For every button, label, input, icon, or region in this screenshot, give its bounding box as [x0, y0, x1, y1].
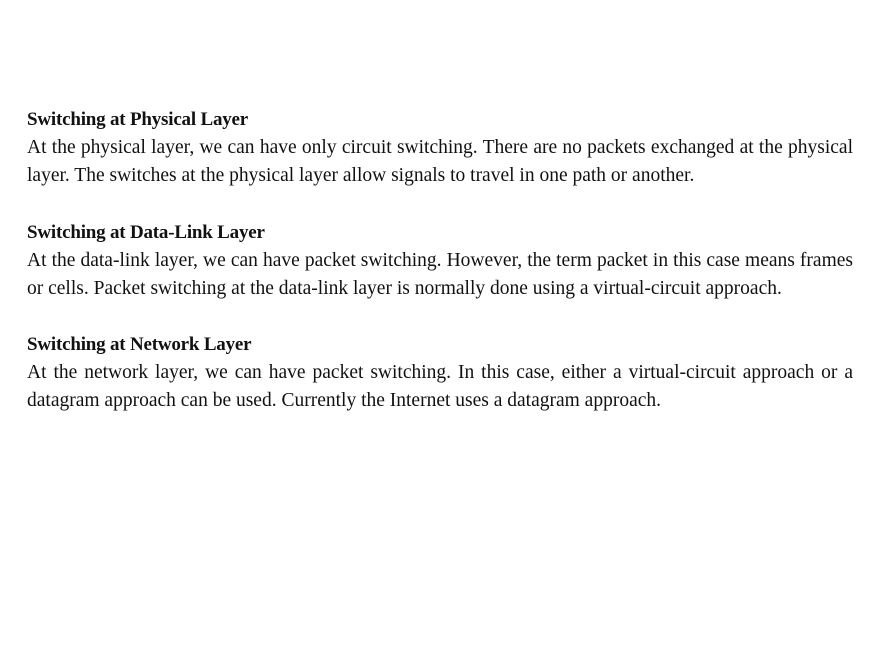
section-paragraph: At the physical layer, we can have only circuit switching. There are no packets exchanged at the physical layer. The switches at the physical layer allow signals to travel in one path or another.	[27, 137, 853, 187]
section-paragraph: At the data-link layer, we can have packet switching. However, the term packet in this case means frames or cells. Packet switching at the data-link layer is normally done using a virtual-circuit approach.	[27, 249, 853, 299]
section-network-layer	[27, 331, 853, 416]
section-heading: Switching at Physical Layer	[27, 109, 249, 130]
document-body	[27, 106, 853, 444]
section-physical-layer	[27, 106, 853, 191]
section-heading: Switching at Network Layer	[27, 334, 252, 356]
section-paragraph: At the network layer, we can have packet switching. In this case, either a virtual-circuit approach or a datagram approach can be used. Currently the Internet uses a datagram approach.	[27, 362, 853, 412]
section-heading: Switching at Data-Link Layer	[27, 221, 265, 243]
section-data-link-layer	[27, 219, 853, 304]
